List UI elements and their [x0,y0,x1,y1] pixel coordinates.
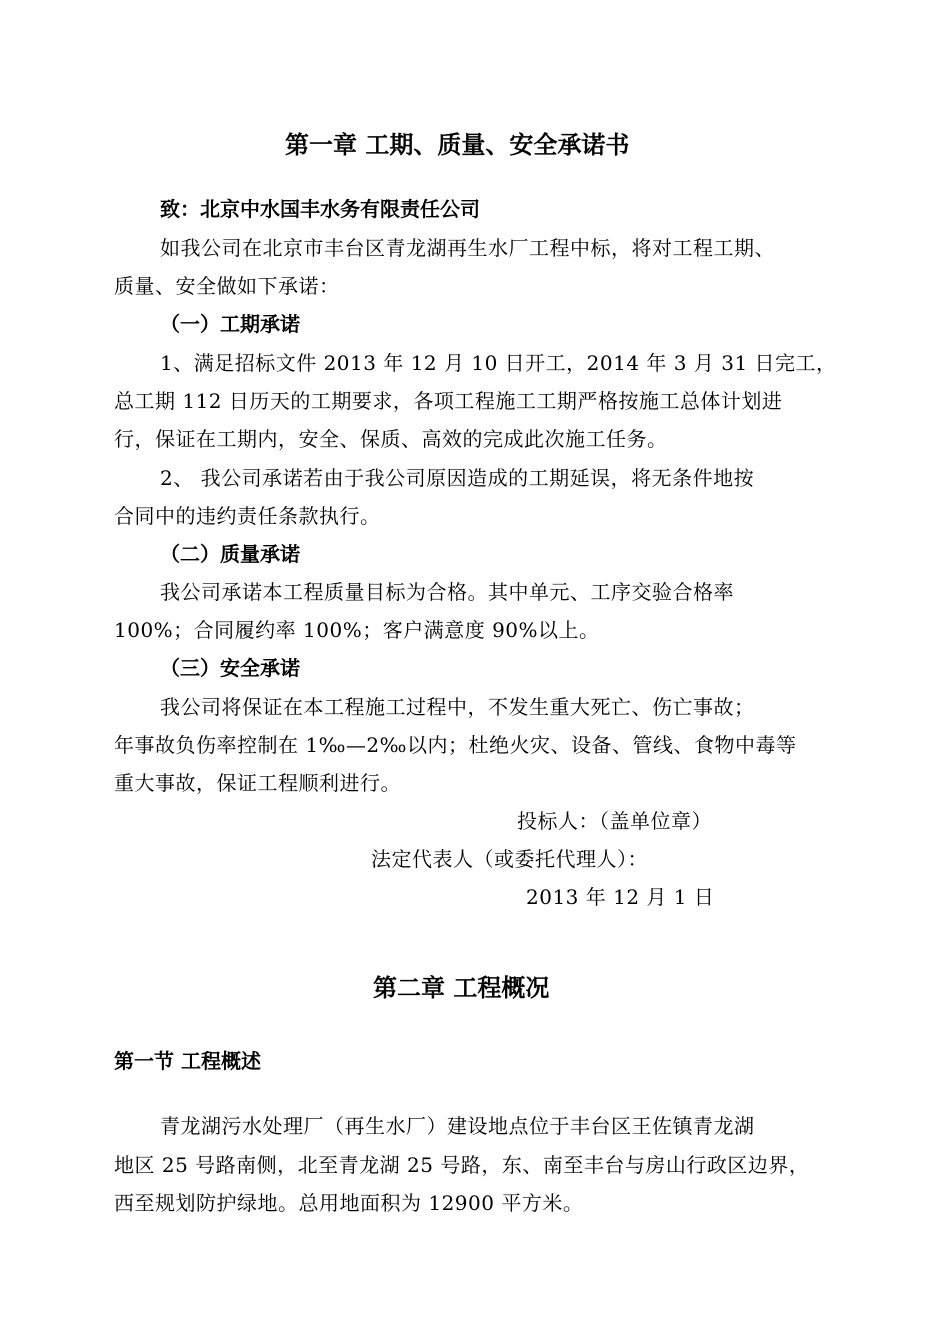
schedule-item2-line-2: 合同中的违约责任条款执行。 [114,504,381,528]
signature-bidder: 投标人：（盖单位章） [517,809,712,833]
quality-heading: （二）质量承诺 [160,542,300,566]
schedule-item1-line-2: 总工期 112 日历天的工期要求，各项工程施工工期严格按施工总体计划进 [114,389,783,413]
quality-line-1: 我公司承诺本工程质量目标为合格。其中单元、工序交验合格率 [160,580,734,604]
safety-line-2: 年事故负伤率控制在 1‰—2‰以内；杜绝火灾、设备、管线、食物中毒等 [114,733,797,757]
schedule-item2-line-1: 2、 我公司承诺若由于我公司原因造成的工期延误，将无条件地按 [160,466,755,490]
schedule-item1-line-1: 1、满足招标文件 2013 年 12 月 10 日开工，2014 年 3 月 31 日完工， [160,351,837,375]
quality-line-2: 100%；合同履约率 100%；客户满意度 90%以上。 [114,618,600,642]
section-overview-heading: 第一节 工程概述 [114,1049,261,1073]
safety-line-3: 重大事故，保证工程顺利进行。 [114,771,401,795]
intro-line-1: 如我公司在北京市丰台区青龙湖再生水厂工程中标，将对工程工期、 [160,236,775,260]
schedule-heading: （一）工期承诺 [160,312,300,336]
addressee: 致：北京中水国丰水务有限责任公司 [160,197,480,221]
signature-representative: 法定代表人（或委托代理人）： [371,847,648,871]
intro-line-2: 质量、安全做如下承诺： [114,274,340,298]
schedule-item1-line-3: 行，保证在工期内，安全、保质、高效的完成此次施工任务。 [114,427,668,451]
overview-line-3: 西至规划防护绿地。总用地面积为 12900 平方米。 [114,1191,584,1215]
overview-line-1: 青龙湖污水处理厂（再生水厂）建设地点位于丰台区王佐镇青龙湖 [160,1114,755,1138]
safety-line-1: 我公司将保证在本工程施工过程中，不发生重大死亡、伤亡事故； [160,695,755,719]
signature-date: 2013 年 12 月 1 日 [526,885,715,909]
safety-heading: （三）安全承诺 [160,656,300,680]
chapter2-title: 第二章 工程概况 [373,974,550,1002]
chapter1-title: 第一章 工期、质量、安全承诺书 [285,131,630,159]
overview-line-2: 地区 25 号路南侧，北至青龙湖 25 号路，东、南至丰台与房山行政区边界， [114,1153,810,1177]
